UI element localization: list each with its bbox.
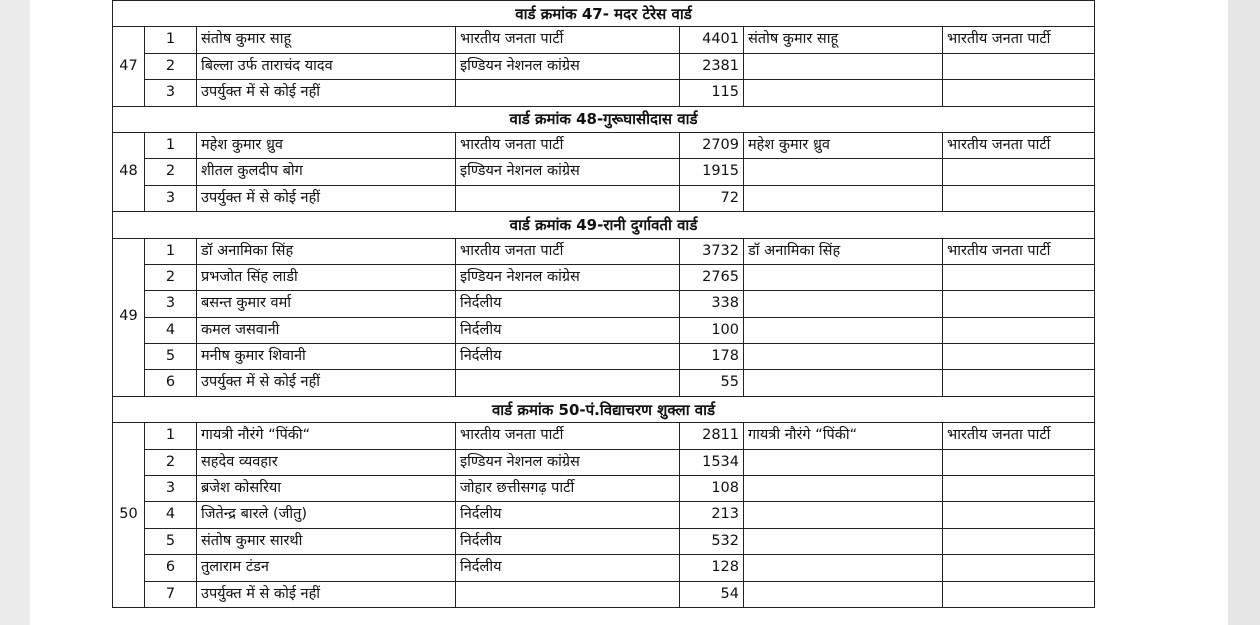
table-row bbox=[113, 502, 1095, 528]
ward-number: 50 bbox=[113, 423, 145, 608]
winner-name-empty bbox=[744, 555, 943, 581]
party-name bbox=[456, 80, 680, 106]
vote-count: 213 bbox=[680, 502, 744, 528]
vote-count: 2765 bbox=[680, 264, 744, 290]
serial-number: 4 bbox=[145, 317, 197, 343]
candidate-name: प्रभजोत सिंह लाडी bbox=[197, 264, 456, 290]
vote-count: 115 bbox=[680, 80, 744, 106]
winner-party-empty bbox=[943, 53, 1095, 79]
candidate-name: महेश कुमार ध्रुव bbox=[197, 132, 456, 158]
candidate-name: शीतल कुलदीप बोग bbox=[197, 159, 456, 185]
serial-number: 5 bbox=[145, 528, 197, 554]
serial-number: 6 bbox=[145, 555, 197, 581]
candidate-name: गायत्री नौरंगे “पिंकी“ bbox=[197, 423, 456, 449]
party-name: जोहार छत्तीसगढ़ पार्टी bbox=[456, 476, 680, 502]
election-results-table bbox=[112, 0, 1095, 608]
candidate-name: उपर्युक्त में से कोई नहीं bbox=[197, 581, 456, 607]
candidate-name: बिल्ला उर्फ ताराचंद यादव bbox=[197, 53, 456, 79]
winner-party-empty bbox=[943, 502, 1095, 528]
serial-number: 2 bbox=[145, 159, 197, 185]
serial-number: 1 bbox=[145, 132, 197, 158]
document-page bbox=[30, 0, 1228, 625]
ward-header-row bbox=[113, 1, 1095, 27]
table-row bbox=[113, 449, 1095, 475]
winner-name-empty bbox=[744, 370, 943, 396]
winner-party-empty bbox=[943, 185, 1095, 211]
winner-party-empty bbox=[943, 264, 1095, 290]
table-row bbox=[113, 80, 1095, 106]
ward-number: 49 bbox=[113, 238, 145, 396]
table-row bbox=[113, 528, 1095, 554]
serial-number: 2 bbox=[145, 53, 197, 79]
party-name: इण्डियन नेशनल कांग्रेस bbox=[456, 53, 680, 79]
vote-count: 2381 bbox=[680, 53, 744, 79]
winner-party-empty bbox=[943, 528, 1095, 554]
serial-number: 2 bbox=[145, 264, 197, 290]
winner-name-empty bbox=[744, 159, 943, 185]
party-name: निर्दलीय bbox=[456, 317, 680, 343]
ward-header-row bbox=[113, 212, 1095, 238]
table-row bbox=[113, 423, 1095, 449]
party-name: निर्दलीय bbox=[456, 555, 680, 581]
winner-name: संतोष कुमार साहू bbox=[744, 27, 943, 53]
winner-party-empty bbox=[943, 370, 1095, 396]
ward-number: 48 bbox=[113, 132, 145, 211]
party-name: भारतीय जनता पार्टी bbox=[456, 238, 680, 264]
candidate-name: संतोष कुमार सारथी bbox=[197, 528, 456, 554]
party-name: निर्दलीय bbox=[456, 528, 680, 554]
serial-number: 3 bbox=[145, 291, 197, 317]
ward-title: वार्ड क्रमांक 50-पं.विद्याचरण शुक्ला वार्ड bbox=[113, 396, 1095, 422]
candidate-name: उपर्युक्त में से कोई नहीं bbox=[197, 370, 456, 396]
party-name: भारतीय जनता पार्टी bbox=[456, 423, 680, 449]
party-name: इण्डियन नेशनल कांग्रेस bbox=[456, 159, 680, 185]
winner-name-empty bbox=[744, 502, 943, 528]
winner-party-empty bbox=[943, 159, 1095, 185]
winner-name-empty bbox=[744, 476, 943, 502]
winner-party-empty bbox=[943, 317, 1095, 343]
vote-count: 128 bbox=[680, 555, 744, 581]
serial-number: 1 bbox=[145, 238, 197, 264]
winner-name-empty bbox=[744, 291, 943, 317]
party-name: इण्डियन नेशनल कांग्रेस bbox=[456, 264, 680, 290]
winner-name: गायत्री नौरंगे “पिंकी“ bbox=[744, 423, 943, 449]
candidate-name: उपर्युक्त में से कोई नहीं bbox=[197, 185, 456, 211]
candidate-name: सहदेव व्यवहार bbox=[197, 449, 456, 475]
table-row bbox=[113, 581, 1095, 607]
viewer-scroll-edge bbox=[1228, 0, 1260, 625]
serial-number: 7 bbox=[145, 581, 197, 607]
winner-name-empty bbox=[744, 53, 943, 79]
table-row bbox=[113, 555, 1095, 581]
serial-number: 4 bbox=[145, 502, 197, 528]
party-name: इण्डियन नेशनल कांग्रेस bbox=[456, 449, 680, 475]
winner-name-empty bbox=[744, 80, 943, 106]
winner-party-empty bbox=[943, 581, 1095, 607]
ward-header-row bbox=[113, 106, 1095, 132]
serial-number: 1 bbox=[145, 27, 197, 53]
vote-count: 178 bbox=[680, 344, 744, 370]
winner-name: महेश कुमार ध्रुव bbox=[744, 132, 943, 158]
winner-name-empty bbox=[744, 185, 943, 211]
party-name: भारतीय जनता पार्टी bbox=[456, 132, 680, 158]
ward-title: वार्ड क्रमांक 48-गुरूघासीदास वार्ड bbox=[113, 106, 1095, 132]
winner-party-empty bbox=[943, 291, 1095, 317]
table-row bbox=[113, 317, 1095, 343]
winner-party-empty bbox=[943, 80, 1095, 106]
candidate-name: ब्रजेश कोसरिया bbox=[197, 476, 456, 502]
candidate-name: कमल जसवानी bbox=[197, 317, 456, 343]
candidate-name: डॉ अनामिका सिंह bbox=[197, 238, 456, 264]
winner-name: डॉ अनामिका सिंह bbox=[744, 238, 943, 264]
candidate-name: बसन्त कुमार वर्मा bbox=[197, 291, 456, 317]
vote-count: 55 bbox=[680, 370, 744, 396]
candidate-name: उपर्युक्त में से कोई नहीं bbox=[197, 80, 456, 106]
winner-party: भारतीय जनता पार्टी bbox=[943, 132, 1095, 158]
winner-name-empty bbox=[744, 317, 943, 343]
vote-count: 3732 bbox=[680, 238, 744, 264]
candidate-name: मनीष कुमार शिवानी bbox=[197, 344, 456, 370]
table-row bbox=[113, 132, 1095, 158]
party-name: भारतीय जनता पार्टी bbox=[456, 27, 680, 53]
table-row bbox=[113, 238, 1095, 264]
candidate-name: तुलाराम टंडन bbox=[197, 555, 456, 581]
vote-count: 2811 bbox=[680, 423, 744, 449]
ward-title: वार्ड क्रमांक 49-रानी दुर्गावती वार्ड bbox=[113, 212, 1095, 238]
party-name: निर्दलीय bbox=[456, 344, 680, 370]
candidate-name: जितेन्द्र बारले (जीतु) bbox=[197, 502, 456, 528]
ward-title: वार्ड क्रमांक 47- मदर टेरेस वार्ड bbox=[113, 1, 1095, 27]
table-row bbox=[113, 27, 1095, 53]
vote-count: 54 bbox=[680, 581, 744, 607]
vote-count: 532 bbox=[680, 528, 744, 554]
vote-count: 2709 bbox=[680, 132, 744, 158]
winner-party-empty bbox=[943, 476, 1095, 502]
winner-name-empty bbox=[744, 528, 943, 554]
table-row bbox=[113, 159, 1095, 185]
party-name bbox=[456, 370, 680, 396]
serial-number: 5 bbox=[145, 344, 197, 370]
table-row bbox=[113, 264, 1095, 290]
winner-party-empty bbox=[943, 449, 1095, 475]
serial-number: 3 bbox=[145, 185, 197, 211]
winner-party-empty bbox=[943, 555, 1095, 581]
winner-party: भारतीय जनता पार्टी bbox=[943, 27, 1095, 53]
serial-number: 2 bbox=[145, 449, 197, 475]
vote-count: 100 bbox=[680, 317, 744, 343]
serial-number: 3 bbox=[145, 80, 197, 106]
vote-count: 4401 bbox=[680, 27, 744, 53]
ward-number: 47 bbox=[113, 27, 145, 106]
serial-number: 1 bbox=[145, 423, 197, 449]
winner-name-empty bbox=[744, 344, 943, 370]
candidate-name: संतोष कुमार साहू bbox=[197, 27, 456, 53]
winner-party-empty bbox=[943, 344, 1095, 370]
serial-number: 3 bbox=[145, 476, 197, 502]
party-name bbox=[456, 581, 680, 607]
party-name: निर्दलीय bbox=[456, 291, 680, 317]
table-row bbox=[113, 476, 1095, 502]
winner-name-empty bbox=[744, 449, 943, 475]
table-row bbox=[113, 344, 1095, 370]
vote-count: 1915 bbox=[680, 159, 744, 185]
winner-name-empty bbox=[744, 264, 943, 290]
party-name bbox=[456, 185, 680, 211]
vote-count: 108 bbox=[680, 476, 744, 502]
party-name: निर्दलीय bbox=[456, 502, 680, 528]
ward-header-row bbox=[113, 396, 1095, 422]
table-row bbox=[113, 370, 1095, 396]
winner-party: भारतीय जनता पार्टी bbox=[943, 423, 1095, 449]
vote-count: 338 bbox=[680, 291, 744, 317]
winner-party: भारतीय जनता पार्टी bbox=[943, 238, 1095, 264]
vote-count: 1534 bbox=[680, 449, 744, 475]
table-row bbox=[113, 53, 1095, 79]
table-row bbox=[113, 185, 1095, 211]
vote-count: 72 bbox=[680, 185, 744, 211]
table-row bbox=[113, 291, 1095, 317]
serial-number: 6 bbox=[145, 370, 197, 396]
winner-name-empty bbox=[744, 581, 943, 607]
